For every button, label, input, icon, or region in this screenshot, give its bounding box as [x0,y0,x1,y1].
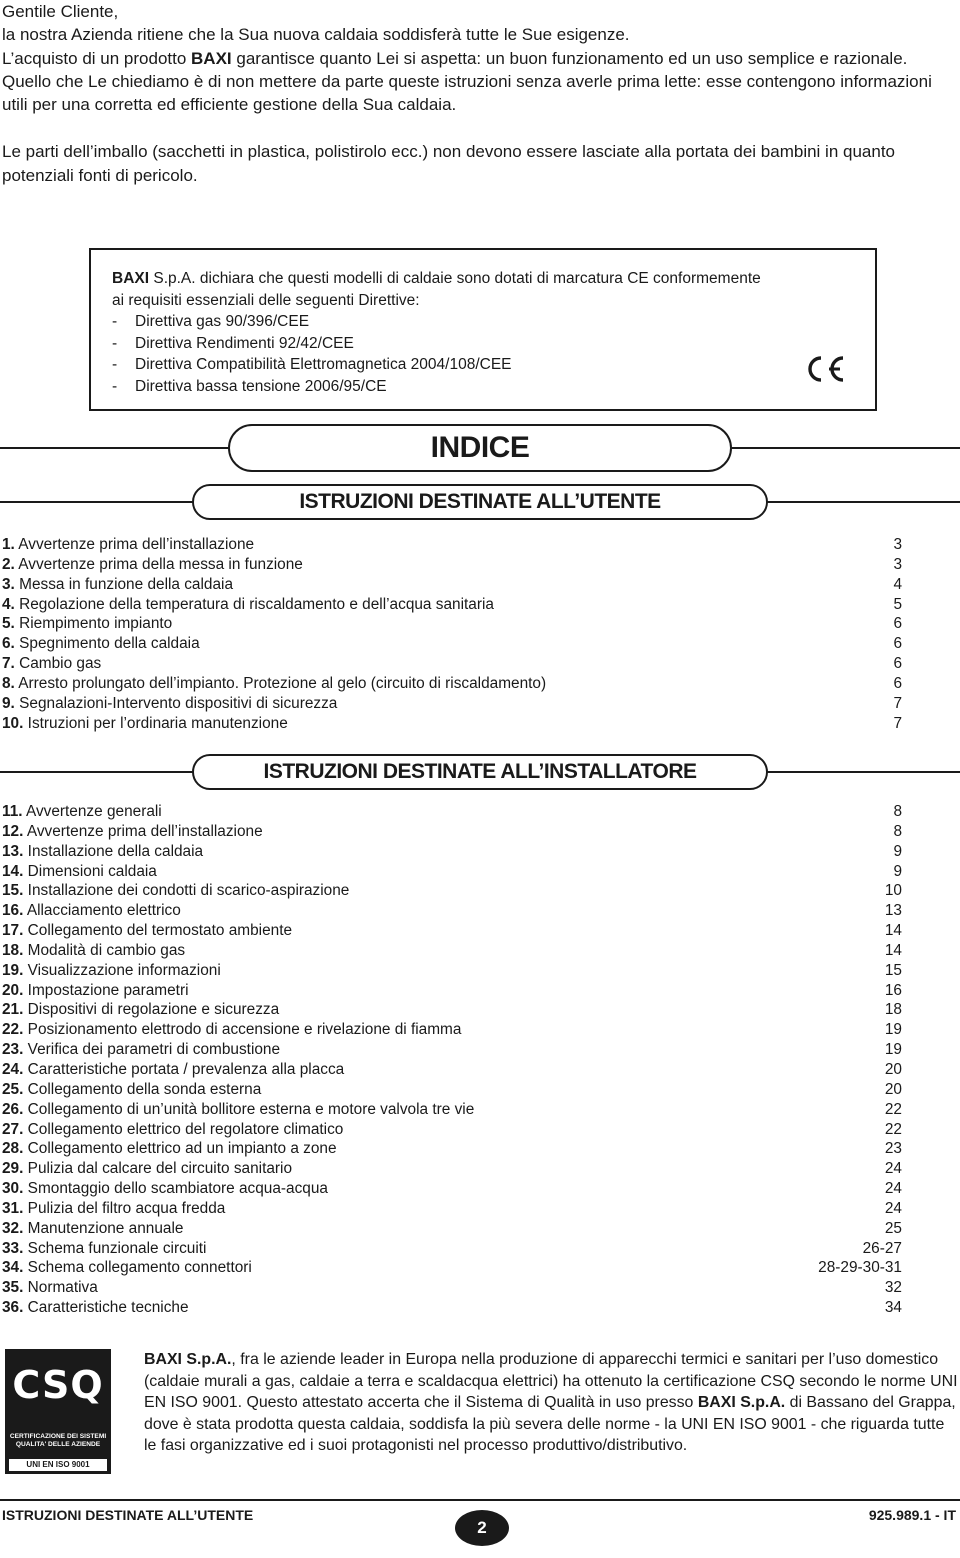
toc-page: 24 [884,1199,902,1217]
toc-entry[interactable]: 8. Arresto prolungato dell’impianto. Protezione al gelo (circuito di riscaldamento) 6 [2,674,902,692]
toc-entry[interactable]: 31. Pulizia del filtro acqua fredda 24 [2,1199,902,1217]
installer-section-heading: ISTRUZIONI DESTINATE ALL’INSTALLATORE [192,754,768,790]
ce-declaration-box [89,248,877,411]
toc-entry[interactable]: 1. Avvertenze prima dell’installazione 3 [2,536,902,553]
toc-entry[interactable]: 10. Istruzioni per l’ordinaria manutenzione 7 [2,714,902,732]
intro-line: Quello che Le chiediamo è di non mettere da parte queste istruzioni senza averle prima lette: esse contengono informazioni utili per una corretta ed efficiente gestione della Sua caldaia. [2,71,932,115]
company-name: BAXI S.p.A. [697,1394,786,1412]
csq-logo-mark: CSQ [5,1349,111,1420]
directive-item: - Direttiva gas 90/396/CEE [112,313,310,331]
toc-entry[interactable]: 36. Caratteristiche tecniche 34 [2,1299,902,1317]
csq-logo-caption: CERTIFICAZIONE DEI SISTEMI QUALITA' DELLE AZIENDE UNI EN ISO 9001 [5,1420,111,1474]
toc-page: 3 [893,536,902,553]
toc-entry[interactable]: 3. Messa in funzione della caldaia 4 [2,575,902,593]
toc-page: 20 [884,1080,902,1098]
user-toc [2,535,902,733]
toc-page: 4 [893,575,902,593]
toc-entry[interactable]: 12. Avvertenze prima dell’installazione 8 [2,822,902,840]
toc-page: 9 [893,842,902,860]
document-code: 925.989.1 - IT [868,1507,956,1523]
footer-section-label: ISTRUZIONI DESTINATE ALL’UTENTE [2,1507,254,1523]
company-name: BAXI S.p.A. [144,1351,232,1368]
toc-entry[interactable]: 13. Installazione della caldaia 9 [2,842,902,860]
toc-page: 7 [893,714,902,732]
toc-page: 6 [893,674,902,692]
toc-entry[interactable]: 22. Posizionamento elettrodo di accensione e rivelazione di fiamma 19 [2,1021,902,1039]
toc-page: 13 [884,902,902,920]
toc-page: 26-27 [862,1239,902,1257]
toc-entry[interactable]: 17. Collegamento del termostato ambiente 14 [2,922,902,940]
toc-page: 8 [893,822,902,840]
index-title: INDICE [228,424,732,472]
toc-entry[interactable]: 2. Avvertenze prima della messa in funzione 3 [2,555,902,573]
toc-page: 19 [884,1041,902,1059]
toc-entry[interactable]: 18. Modalità di cambio gas 14 [2,941,902,959]
toc-page: 24 [884,1180,902,1198]
brand-name: BAXI [191,48,232,68]
toc-page: 18 [884,1001,902,1019]
directive-item: - Direttiva Compatibilità Elettromagnetica 2004/108/CEE [112,356,512,374]
toc-entry[interactable]: 26. Collegamento di un’unità bollitore esterna e motore valvola tre vie 22 [2,1100,902,1118]
toc-entry[interactable]: 28. Collegamento elettrico ad un impianto a zone 23 [2,1140,902,1158]
toc-entry[interactable]: 32. Manutenzione annuale 25 [2,1219,902,1237]
directive-item: - Direttiva bassa tensione 2006/95/CE [112,377,387,395]
safety-note: Le parti dell’imballo (sacchetti in plastica, polistirolo ecc.) non devono essere lasciate alla portata dei bambini in quanto potenziali fonti di pericolo. [2,142,895,185]
user-section-heading: ISTRUZIONI DESTINATE ALL’UTENTE [192,484,768,520]
toc-entry[interactable]: 33. Schema funzionale circuiti 26-27 [2,1239,902,1257]
toc-page: 32 [884,1279,902,1297]
toc-page: 6 [893,635,902,653]
toc-entry[interactable]: 5. Riempimento impianto 6 [2,615,902,633]
page-number: 2 [455,1510,509,1546]
toc-page: 22 [884,1100,902,1118]
toc-page: 22 [884,1120,902,1138]
toc-page: 15 [884,961,902,979]
toc-page: 28-29-30-31 [818,1259,902,1277]
toc-entry[interactable]: 24. Caratteristiche portata / prevalenza alla placca 20 [2,1060,902,1078]
toc-page: 14 [884,941,902,959]
ce-mark-icon [803,354,847,384]
toc-entry[interactable]: 15. Installazione dei condotti di scarico-aspirazione 10 [2,882,902,900]
toc-page: 5 [893,595,902,613]
toc-page: 19 [884,1021,902,1039]
csq-norm-label: UNI EN ISO 9001 [9,1459,107,1471]
toc-entry[interactable]: 6. Spegnimento della caldaia 6 [2,635,902,653]
intro-line: L’acquisto di un prodotto BAXI garantisce quanto Lei si aspetta: un buon funzionamento ed un uso semplice e razionale. [2,48,908,68]
toc-page: 16 [884,981,902,999]
toc-page: 9 [893,862,902,880]
installer-toc [2,802,902,1318]
toc-page: 23 [884,1140,902,1158]
toc-page: 6 [893,655,902,673]
toc-page: 6 [893,615,902,633]
toc-entry[interactable]: 21. Dispositivi di regolazione e sicurezza 18 [2,1001,902,1019]
toc-page: 20 [884,1060,902,1078]
footer-divider [0,1499,960,1501]
toc-entry[interactable]: 14. Dimensioni caldaia 9 [2,862,902,880]
ce-declaration-text: BAXI S.p.A. dichiara che questi modelli di caldaie sono dotati di marcatura CE conformemente ai requisiti essenziali delle seguenti Direttive: - Direttiva gas 90/396/CEE - Direttiva Rendimenti 92/42/CEE - Direttiva Compatibilità Elettromagnetica 2004/108/CEE - Direttiva bassa tensione 2006/95/CE [112,268,761,398]
certification-text: BAXI S.p.A., fra le aziende leader in Europa nella produzione di apparecchi termici e sanitari per l’uso domestico (caldaie murali a gas, caldaie a terra e scaldacqua elettrici) ha ottenuto la certificazione CSQ secondo le norme UNI EN ISO 9001. Questo attestato accerta che il Sistema di Qualità in uso presso BAXI S.p.A. di Bassano del Grappa, dove è stata prodotta questa caldaia, soddisfa la più severa delle norme - la UNI EN ISO 9001 - che riguarda tutte le fasi organizzative ed i suoi protagonisti nel processo produttivo/distributivo. [144,1351,958,1455]
toc-entry[interactable]: 16. Allacciamento elettrico 13 [2,902,902,920]
toc-entry[interactable]: 27. Collegamento elettrico del regolatore climatico 22 [2,1120,902,1138]
toc-entry[interactable]: 29. Pulizia dal calcare del circuito sanitario 24 [2,1160,902,1178]
toc-page: 3 [893,555,902,573]
directive-item: - Direttiva Rendimenti 92/42/CEE [112,334,354,352]
csq-logo [5,1349,111,1474]
intro-text [2,0,960,187]
toc-entry[interactable]: 19. Visualizzazione informazioni 15 [2,961,902,979]
toc-page: 8 [893,803,902,820]
toc-entry[interactable]: 30. Smontaggio dello scambiatore acqua-acqua 24 [2,1180,902,1198]
toc-entry[interactable]: 9. Segnalazioni-Intervento dispositivi di sicurezza 7 [2,694,902,712]
toc-entry[interactable]: 23. Verifica dei parametri di combustione 19 [2,1041,902,1059]
toc-page: 10 [884,882,902,900]
toc-entry[interactable]: 20. Impostazione parametri 16 [2,981,902,999]
toc-entry[interactable]: 25. Collegamento della sonda esterna 20 [2,1080,902,1098]
toc-entry[interactable]: 34. Schema collegamento connettori 28-29-30-31 [2,1259,902,1277]
toc-page: 7 [893,694,902,712]
toc-entry[interactable]: 35. Normativa 32 [2,1279,902,1297]
toc-page: 25 [884,1219,902,1237]
greeting: Gentile Cliente, [2,2,119,21]
toc-entry[interactable]: 4. Regolazione della temperatura di riscaldamento e dell’acqua sanitaria 5 [2,595,902,613]
intro-line: la nostra Azienda ritiene che la Sua nuova caldaia soddisferà tutte le Sue esigenze. [2,25,630,45]
toc-page: 24 [884,1160,902,1178]
toc-page: 14 [884,922,902,940]
toc-page: 34 [884,1299,902,1317]
toc-entry[interactable]: 7. Cambio gas 6 [2,655,902,673]
toc-entry[interactable]: 11. Avvertenze generali 8 [2,803,902,820]
company-name: BAXI [112,270,150,287]
